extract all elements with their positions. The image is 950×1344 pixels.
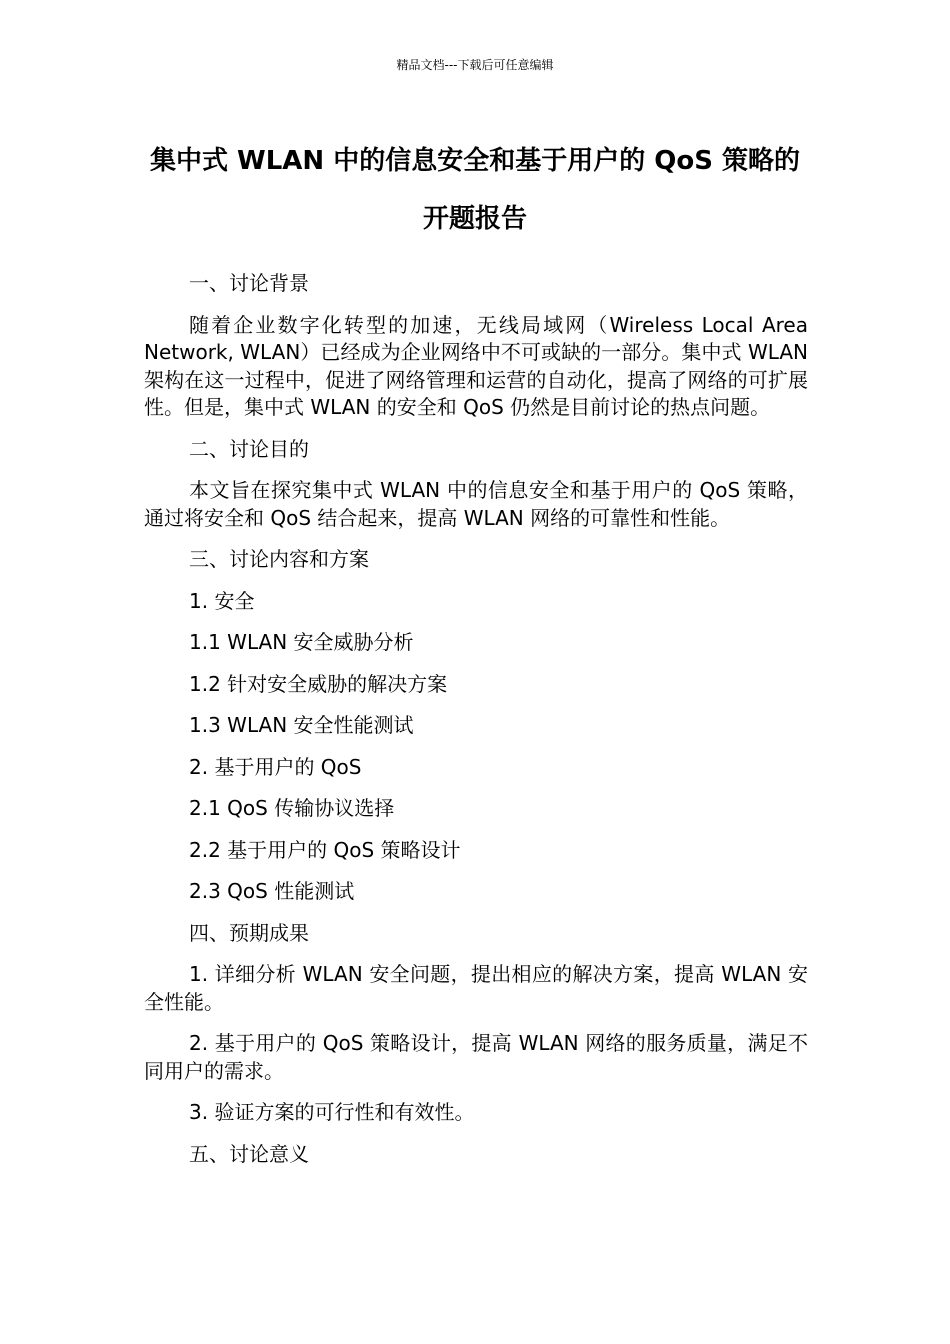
document-body: [144, 270, 808, 1182]
section-heading-purpose: 二、讨论目的: [189, 436, 309, 461]
list-item-qos-design: 2.2 基于用户的 QoS 策略设计: [189, 837, 461, 862]
result-item-2: 2. 基于用户的 QoS 策略设计，提高 WLAN 网络的服务质量，满足不同用户的需求。: [144, 1031, 808, 1083]
section-heading-background: 一、讨论背景: [189, 271, 309, 295]
result-item-3: 3. 验证方案的可行性和有效性。: [189, 1100, 475, 1124]
section-heading-content: 三、讨论内容和方案: [189, 547, 369, 571]
list-item-qos-testing: 2.3 QoS 性能测试: [189, 879, 355, 903]
paragraph-purpose: 本文旨在探究集中式 WLAN 中的信息安全和基于用户的 QoS 策略，通过将安全和 QoS 结合起来，提高 WLAN 网络的可靠性和性能。: [144, 478, 808, 530]
document-title: 集中式 WLAN 中的信息安全和基于用户的 QoS 策略的开题报告: [149, 146, 801, 234]
section-heading-significance: 五、讨论意义: [189, 1141, 309, 1166]
list-item-qos-protocol: 2.1 QoS 传输协议选择: [189, 796, 395, 820]
paragraph-background: 随着企业数字化转型的加速，无线局域网（Wireless Local Area Network, WLAN）已经成为企业网络中不可或缺的一部分。集中式 WLAN 架构在这一过程中，促进了网络管理和运营的自动化，提高了网络的可扩展性。但是，集中式 WLAN 的安全和 QoS 仍然是目前讨论的热点问题。: [144, 312, 808, 419]
header-note: 精品文档---下载后可任意编辑: [396, 58, 554, 72]
list-item-security: 1. 安全: [189, 588, 255, 613]
list-item-security-testing: 1.3 WLAN 安全性能测试: [189, 713, 414, 737]
section-heading-results: 四、预期成果: [189, 920, 309, 945]
list-item-threat-analysis: 1.1 WLAN 安全威胁分析: [189, 630, 414, 654]
result-item-1: 1. 详细分析 WLAN 安全问题，提出相应的解决方案，提高 WLAN 安全性能。: [144, 962, 808, 1014]
list-item-threat-solutions: 1.2 针对安全威胁的解决方案: [189, 671, 448, 696]
list-item-user-qos: 2. 基于用户的 QoS: [189, 754, 362, 779]
